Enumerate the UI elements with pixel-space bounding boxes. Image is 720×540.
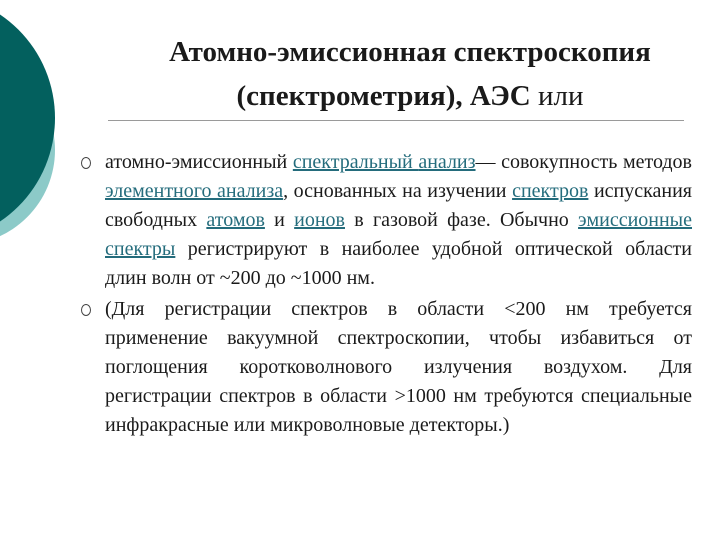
title-divider (108, 120, 684, 121)
bullet-list (80, 148, 692, 440)
slide-title-main: (спектрометрия), АЭС (236, 80, 531, 112)
bullet-circle-icon (81, 157, 91, 169)
term-link[interactable]: спектров (512, 180, 589, 202)
term-link[interactable]: эмиссионные (578, 209, 692, 231)
slide-title-line2 (110, 74, 710, 118)
bullet-text: (Для регистрации спектров в области <200 нм требуется применение вакуумной спектроскопии, чтобы избавиться от поглощения коротковолнового излучения воздухом. Для регистрации спектров в области >1000 нм требуются специальные инфракрасные или микроволновые детекторы.) (105, 298, 692, 436)
bullet-item (80, 295, 692, 440)
term-link[interactable]: спектры (105, 238, 176, 260)
slide-title-suffix: или (530, 80, 584, 112)
bullet-item (80, 148, 692, 293)
term-link[interactable]: спектральный (292, 151, 419, 173)
decorative-teal-circles (0, 0, 60, 300)
bullet-circle-icon (81, 304, 91, 316)
slide-title-line1: Атомно-эмиссионная спектроскопия (169, 36, 651, 68)
term-link[interactable]: ионов (294, 209, 345, 231)
bullet-text: , основанных на изучении (283, 180, 513, 202)
bullet-text: атомно-эмиссионный (105, 151, 293, 173)
bullet-text: — совокупность методов (475, 151, 692, 173)
bullet-text: и (264, 209, 295, 231)
bullet-text: в газовой фазе. Обычно (345, 209, 579, 231)
bullet-text: испускания свободных (105, 180, 693, 231)
term-link[interactable]: анализ (418, 151, 476, 173)
term-link[interactable]: элементного анализа (105, 180, 284, 202)
slide-title (110, 30, 710, 118)
bullet-text: регистрируют в наиболее удобной оптической области длин волн от ~200 до ~1000 нм. (105, 238, 692, 289)
term-link[interactable]: атомов (206, 209, 265, 231)
